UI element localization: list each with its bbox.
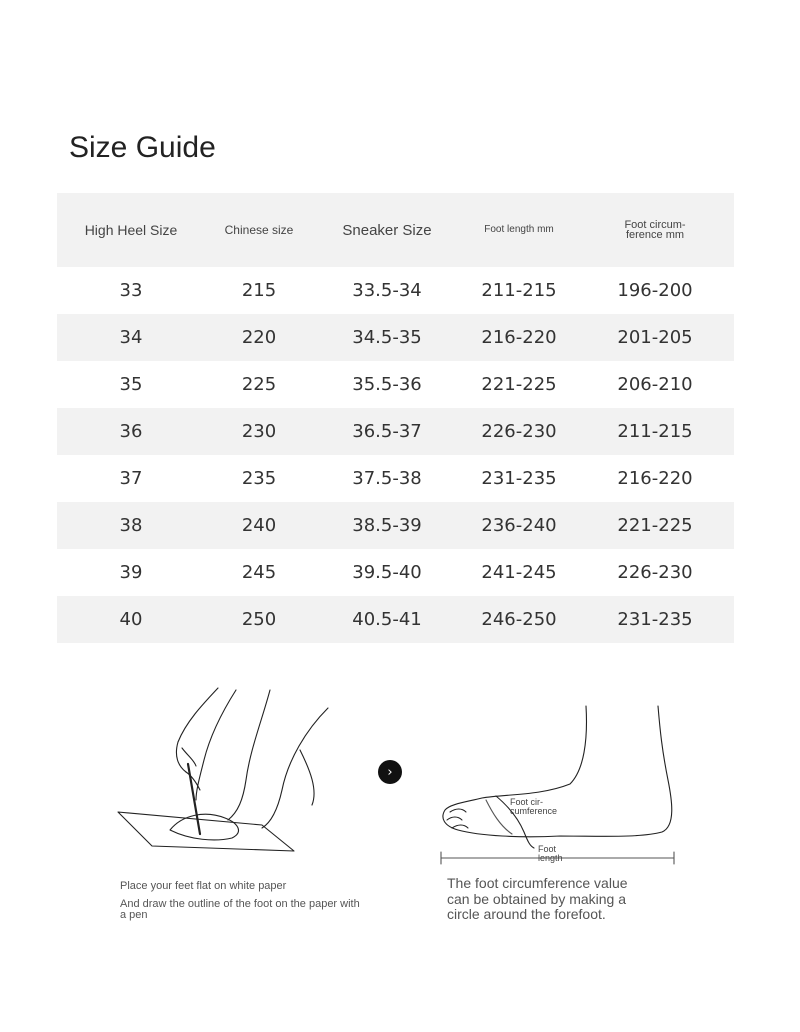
paper-sheet xyxy=(118,812,294,851)
table-row xyxy=(57,502,734,549)
cell-foot-length: 221-225 xyxy=(481,374,557,395)
header-sneaker-size: Sneaker Size xyxy=(342,221,432,239)
cell-chinese-size: 230 xyxy=(241,421,277,442)
table-header xyxy=(57,193,734,267)
label-foot-length: Foot length xyxy=(538,844,563,863)
cell-foot-circumference: 211-215 xyxy=(617,421,693,442)
header-foot-circumference: Foot circum- ference mm xyxy=(624,218,686,241)
cell-sneaker-size: 33.5-34 xyxy=(352,280,422,301)
cell-foot-length: 241-245 xyxy=(481,562,557,583)
cell-sneaker-size: 39.5-40 xyxy=(352,562,422,583)
cell-sneaker-size: 34.5-35 xyxy=(352,327,422,348)
cell-sneaker-size: 35.5-36 xyxy=(352,374,422,395)
cell-foot-circumference: 196-200 xyxy=(617,280,693,301)
cell-high-heel-size: 37 xyxy=(119,468,143,489)
instruction-step-3: The foot circumference value can be obtained by making a circle around the forefoot. xyxy=(447,875,628,923)
cell-high-heel-size: 35 xyxy=(119,374,143,395)
cell-foot-circumference: 201-205 xyxy=(617,327,693,348)
cell-sneaker-size: 36.5-37 xyxy=(352,421,422,442)
cell-chinese-size: 245 xyxy=(241,562,277,583)
table-row xyxy=(57,361,734,408)
table-row xyxy=(57,408,734,455)
header-chinese-size: Chinese size xyxy=(224,223,294,237)
cell-chinese-size: 235 xyxy=(241,468,277,489)
cell-foot-length: 246-250 xyxy=(481,609,557,630)
cell-foot-circumference: 231-235 xyxy=(617,609,693,630)
cell-foot-length: 231-235 xyxy=(481,468,557,489)
header-high-heel-size: High Heel Size xyxy=(84,222,178,238)
cell-chinese-size: 250 xyxy=(241,609,277,630)
cell-chinese-size: 215 xyxy=(241,280,277,301)
table-row xyxy=(57,455,734,502)
label-foot-circumference: Foot cir- cumference xyxy=(510,797,558,816)
cell-foot-length: 236-240 xyxy=(481,515,557,536)
cell-high-heel-size: 40 xyxy=(119,609,143,630)
chevron-right-icon[interactable]: › xyxy=(378,760,402,784)
cell-high-heel-size: 38 xyxy=(119,515,143,536)
cell-chinese-size: 225 xyxy=(241,374,277,395)
table-row xyxy=(57,549,734,596)
cell-sneaker-size: 40.5-41 xyxy=(352,609,422,630)
table-row xyxy=(57,314,734,361)
page-title: Size Guide xyxy=(69,131,216,164)
cell-high-heel-size: 39 xyxy=(119,562,143,583)
cell-foot-length: 211-215 xyxy=(481,280,557,301)
instruction-step-1: Place your feet flat on white paper xyxy=(120,880,287,892)
instruction-step-2: And draw the outline of the foot on the paper with a pen xyxy=(120,898,360,921)
header-foot-length: Foot length mm xyxy=(484,224,554,235)
size-table xyxy=(57,193,734,643)
cell-foot-length: 216-220 xyxy=(481,327,557,348)
table-row xyxy=(57,596,734,643)
cell-foot-circumference: 226-230 xyxy=(617,562,693,583)
cell-high-heel-size: 36 xyxy=(119,421,143,442)
cell-foot-circumference: 221-225 xyxy=(617,515,693,536)
cell-high-heel-size: 33 xyxy=(119,280,143,301)
cell-sneaker-size: 38.5-39 xyxy=(352,515,422,536)
table-row xyxy=(57,267,734,314)
cell-foot-length: 226-230 xyxy=(481,421,557,442)
cell-chinese-size: 220 xyxy=(241,327,277,348)
cell-foot-circumference: 206-210 xyxy=(617,374,693,395)
cell-sneaker-size: 37.5-38 xyxy=(352,468,422,489)
cell-high-heel-size: 34 xyxy=(119,327,143,348)
cell-chinese-size: 240 xyxy=(241,515,277,536)
cell-foot-circumference: 216-220 xyxy=(617,468,693,489)
